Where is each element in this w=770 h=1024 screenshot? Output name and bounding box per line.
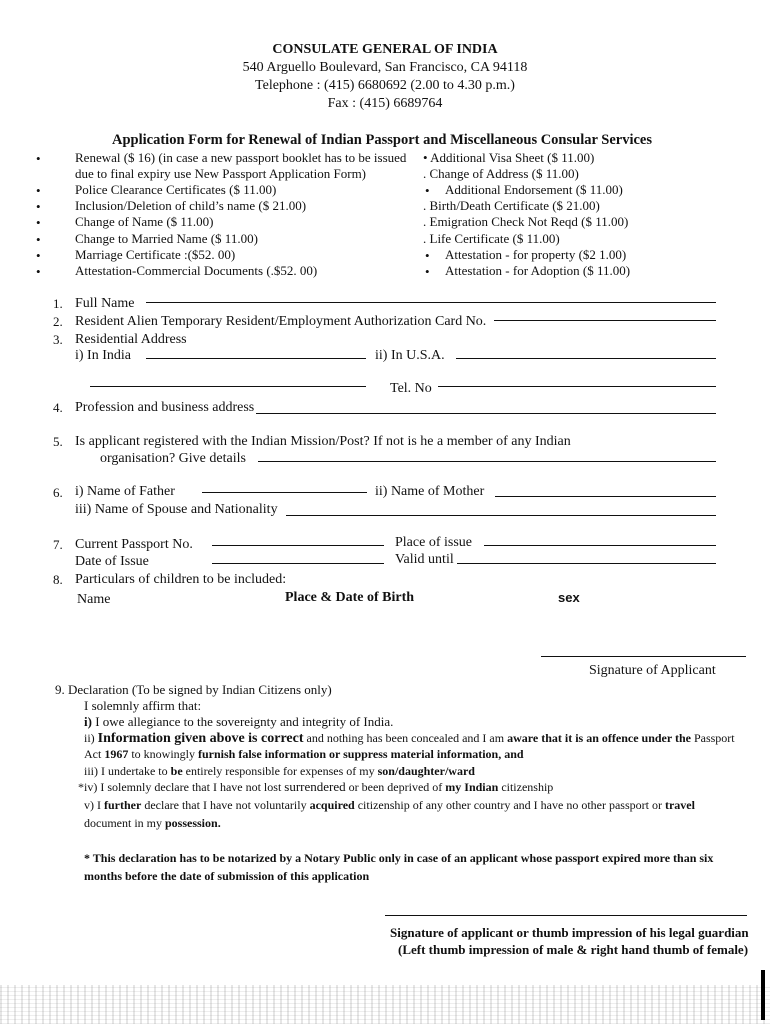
service-emigration-check[interactable]: . Emigration Check Not Reqd ($ 11.00) <box>423 214 629 229</box>
passport-no-field[interactable] <box>212 545 384 546</box>
india-address-line-2[interactable] <box>90 386 366 387</box>
declaration-iii-c: entirely responsible for expenses of my <box>182 764 378 778</box>
consulate-telephone: Telephone : (415) 6680692 (2.00 to 4.30 p.m.) <box>255 78 515 93</box>
organisation-label: organisation? Give details <box>100 451 246 466</box>
item-number: 6. <box>53 485 63 500</box>
mother-name-label: ii) Name of Mother <box>375 484 485 499</box>
item-number: 2. <box>53 314 63 329</box>
declaration-ii-b: Information given above is correct <box>97 731 304 746</box>
children-col-sex: sex <box>558 590 580 605</box>
bullet-icon: • <box>36 248 41 263</box>
tel-no-field[interactable] <box>438 386 716 387</box>
declaration-ii2-a: Act <box>84 747 105 761</box>
declaration-ii2-d: furnish false information or suppress material information, and <box>198 747 524 761</box>
service-marriage-certificate[interactable]: Marriage Certificate :($52. 00) <box>75 247 236 262</box>
declaration-v2-a: document in my <box>84 816 165 830</box>
guardian-signature-field[interactable] <box>385 915 747 916</box>
declaration-item-v <box>84 798 695 813</box>
item-number: 8. <box>53 572 63 587</box>
bullet-icon: • <box>425 183 430 198</box>
item-number: 4. <box>53 400 63 415</box>
spouse-field[interactable] <box>286 515 716 516</box>
valid-until-label: Valid until <box>395 552 454 567</box>
bullet-icon: • <box>36 264 41 279</box>
bullet-icon: • <box>36 151 41 166</box>
full-name-field[interactable] <box>146 302 716 303</box>
children-col-name: Name <box>77 592 111 607</box>
declaration-item-ii <box>84 731 735 747</box>
declaration-ii-a: ii) <box>84 731 98 745</box>
in-india-label: i) In India <box>75 348 131 363</box>
profession-label: Profession and business address <box>75 400 255 415</box>
item-number: 1. <box>53 296 63 311</box>
declaration-item-i <box>84 714 393 730</box>
item-number: 7. <box>53 537 63 552</box>
organisation-field[interactable] <box>258 461 716 462</box>
service-life-certificate[interactable]: . Life Certificate ($ 11.00) <box>423 231 560 246</box>
scan-edge <box>761 970 765 1020</box>
form-title: Application Form for Renewal of Indian Passport and Miscellaneous Consular Services <box>112 132 653 148</box>
notary-note-line-1: * This declaration has to be notarized by a Notary Public only in case of an applicant whose passport expired more than six <box>84 851 714 865</box>
declaration-ii2-b: 1967 <box>104 747 129 761</box>
declaration-iv-b: surrendered <box>284 779 346 794</box>
service-renewal-note: due to final expiry use New Passport Application Form) <box>75 166 367 181</box>
declaration-ii-e: Passport <box>690 731 735 745</box>
service-attestation-commercial[interactable]: Attestation-Commercial Documents (.$52. 00) <box>75 263 318 278</box>
mother-name-field[interactable] <box>495 496 716 497</box>
usa-address-field[interactable] <box>456 358 716 359</box>
declaration-v-a: v) I <box>84 798 104 812</box>
place-issue-label: Place of issue <box>395 535 472 550</box>
declaration-v-f: travel <box>664 798 695 812</box>
declaration-item-iii <box>84 764 475 779</box>
bullet-icon: • <box>425 264 430 279</box>
service-additional-endorsement[interactable]: Additional Endorsement ($ 11.00) <box>445 182 623 197</box>
notary-note-line-2: months before the date of submission of this application <box>84 869 370 883</box>
service-additional-visa[interactable]: • Additional Visa Sheet ($ 11.00) <box>423 150 595 165</box>
declaration-iv-e: citizenship <box>498 780 554 794</box>
declaration-v-c: declare that I have not voluntarily <box>141 798 310 812</box>
service-inclusion-deletion[interactable]: Inclusion/Deletion of child’s name ($ 21.00) <box>75 198 307 213</box>
consulate-title: CONSULATE GENERAL OF INDIA <box>272 42 498 57</box>
spouse-label: iii) Name of Spouse and Nationality <box>75 502 278 517</box>
tel-no-label: Tel. No <box>390 381 432 396</box>
full-name-label: Full Name <box>75 296 135 311</box>
in-usa-label: ii) In U.S.A. <box>375 348 445 363</box>
bullet-icon: • <box>425 248 430 263</box>
service-renewal[interactable]: Renewal ($ 16) (in case a new passport booklet has to be issued <box>75 150 407 165</box>
declaration-item-ii-cont <box>84 747 524 762</box>
item-number: 3. <box>53 332 63 347</box>
resident-card-field[interactable] <box>494 320 716 321</box>
declaration-ii-c: and nothing has been concealed and I am <box>303 731 508 745</box>
applicant-signature-label: Signature of Applicant <box>589 663 716 678</box>
service-change-address[interactable]: . Change of Address ($ 11.00) <box>423 166 579 181</box>
declaration-iii-d: son/daughter/ward <box>377 764 475 778</box>
bullet-icon: • <box>36 215 41 230</box>
service-birth-death[interactable]: . Birth/Death Certificate ($ 21.00) <box>423 198 600 213</box>
declaration-ii-d: aware that it is an offence under the <box>507 731 691 745</box>
service-attestation-adoption[interactable]: Attestation - for Adoption ($ 11.00) <box>445 263 631 278</box>
residential-address-label: Residential Address <box>75 332 187 347</box>
applicant-signature-field[interactable] <box>541 656 746 657</box>
children-col-place-dob: Place & Date of Birth <box>285 590 415 605</box>
service-change-name[interactable]: Change of Name ($ 11.00) <box>75 214 214 229</box>
declaration-v-d: acquired <box>309 798 355 812</box>
item-number: 5. <box>53 434 63 449</box>
declaration-heading: 9. Declaration (To be signed by Indian Citizens only) <box>55 682 332 697</box>
service-attestation-property[interactable]: Attestation - for property ($2 1.00) <box>445 247 627 262</box>
declaration-v-e: citizenship of any other country and I have no other passport or <box>354 798 665 812</box>
scan-noise <box>0 985 770 1024</box>
declaration-item-i-number: i) <box>84 714 92 729</box>
guardian-signature-note: (Left thumb impression of male & right hand thumb of female) <box>398 942 749 957</box>
father-name-label: i) Name of Father <box>75 484 175 499</box>
date-issue-label: Date of Issue <box>75 554 149 569</box>
declaration-iii-a: iii) I undertake to <box>84 764 171 778</box>
india-address-field[interactable] <box>146 358 366 359</box>
service-police-clearance[interactable]: Police Clearance Certificates ($ 11.00) <box>75 182 277 197</box>
valid-until-field[interactable] <box>457 563 716 564</box>
father-name-field[interactable] <box>202 492 367 493</box>
bullet-icon: • <box>36 232 41 247</box>
declaration-ii2-c: to knowingly <box>128 747 198 761</box>
declaration-item-i-text: I owe allegiance to the sovereignty and integrity of India. <box>95 714 394 729</box>
consulate-address: 540 Arguello Boulevard, San Francisco, CA 94118 <box>242 60 528 75</box>
profession-field[interactable] <box>256 413 716 414</box>
place-issue-field[interactable] <box>484 545 716 546</box>
consulate-fax: Fax : (415) 6689764 <box>327 96 443 111</box>
guardian-signature-label: Signature of applicant or thumb impression of his legal guardian <box>390 925 749 940</box>
children-label: Particulars of children to be included: <box>75 572 287 587</box>
date-issue-field[interactable] <box>212 563 384 564</box>
declaration-iv-c: or been deprived of <box>345 780 446 794</box>
declaration-v2-b: possession. <box>165 816 221 830</box>
declaration-iv-a: *iv) I solemnly declare that I have not lost <box>78 780 285 794</box>
registered-question: Is applicant registered with the Indian Mission/Post? If not is he a member of any Indian <box>75 434 571 449</box>
declaration-affirm: I solemnly affirm that: <box>84 698 202 713</box>
declaration-v-b: further <box>104 798 142 812</box>
resident-card-label: Resident Alien Temporary Resident/Employment Authorization Card No. <box>75 314 487 329</box>
service-married-name[interactable]: Change to Married Name ($ 11.00) <box>75 231 258 246</box>
bullet-icon: • <box>36 183 41 198</box>
declaration-item-iv <box>78 779 553 795</box>
declaration-item-v-cont <box>84 816 221 831</box>
declaration-iii-b: be <box>170 764 183 778</box>
declaration-iv-d: my Indian <box>445 780 499 794</box>
bullet-icon: • <box>36 199 41 214</box>
passport-no-label: Current Passport No. <box>75 537 193 552</box>
